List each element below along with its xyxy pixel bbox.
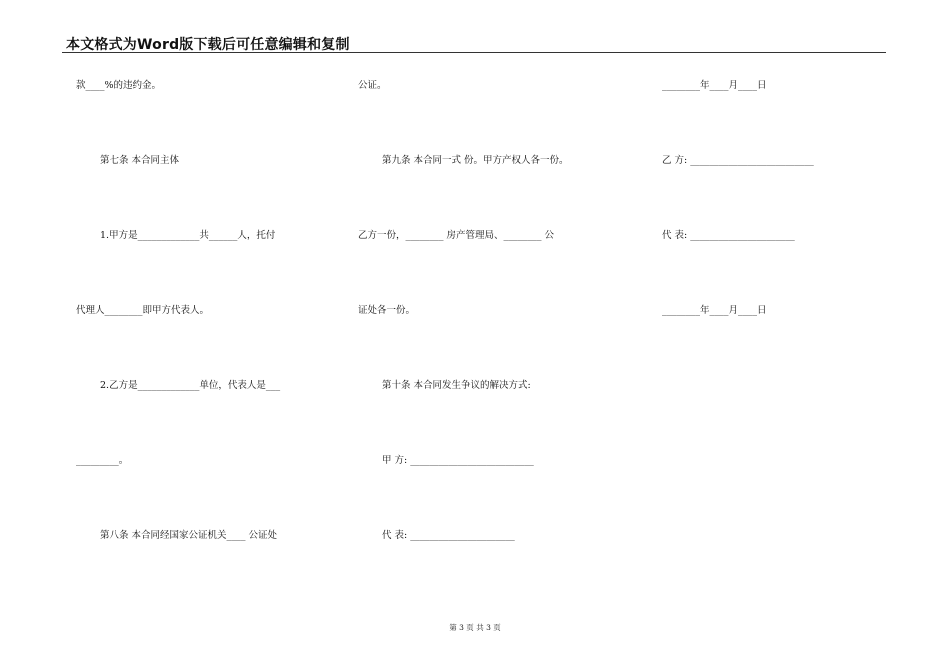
col3-line-4: ________年____月____日 (662, 305, 767, 316)
col1-line-4: 代理人________即甲方代表人。 (76, 305, 210, 316)
col1-line-3: 1.甲方是_____________共______人，托付 (100, 230, 276, 241)
col1-line-2: 第七条 本合同主体 (100, 155, 180, 166)
col2-line-7: 代 表: ______________________ (382, 530, 515, 541)
col2-line-3: 乙方一份，________ 房产管理局、________ 公 (358, 230, 555, 241)
col1-line-6: _________。 (76, 455, 129, 466)
col3-line-1: ________年____月____日 (662, 80, 767, 91)
col3-line-2: 乙 方: __________________________ (662, 155, 814, 166)
col2-line-5: 第十条 本合同发生争议的解决方式: (382, 380, 531, 391)
col3-line-3: 代 表: ______________________ (662, 230, 795, 241)
col1-line-5: 2.乙方是_____________单位，代表人是___ (100, 380, 281, 391)
header-divider (62, 52, 886, 53)
document-header-title: 本文格式为Word版下载后可任意编辑和复制 (66, 37, 350, 53)
col2-line-2: 第九条 本合同一式 份。甲方产权人各一份。 (382, 155, 569, 166)
col1-line-7: 第八条 本合同经国家公证机关____ 公证处 (100, 530, 278, 541)
page-footer: 第 3 页 共 3 页 (449, 623, 501, 632)
col2-line-1: 公证。 (358, 80, 387, 91)
col1-line-1: 款____%的违约金。 (76, 80, 162, 91)
col2-line-4: 证处各一份。 (358, 305, 416, 316)
col2-line-6: 甲 方: __________________________ (382, 455, 534, 466)
